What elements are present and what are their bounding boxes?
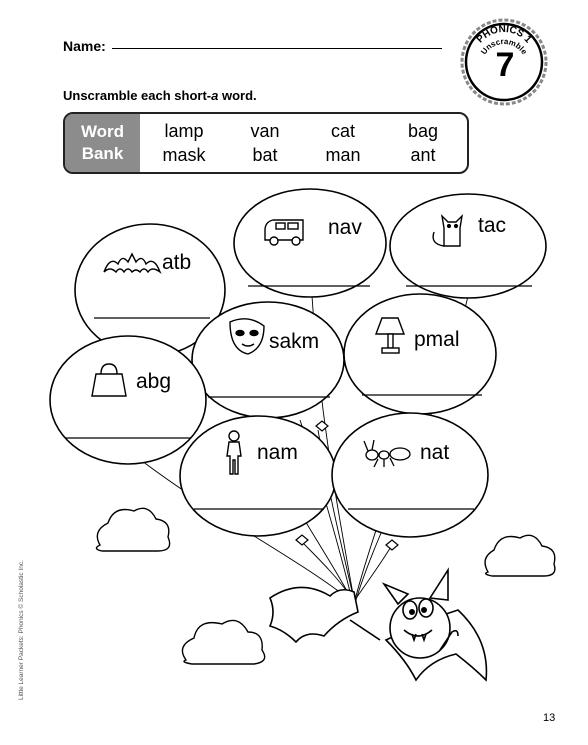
badge-title: PHONICS 1 <box>474 23 534 46</box>
scrambled-word: nat <box>420 441 450 464</box>
word-bank-word: man <box>325 145 361 165</box>
scrambled-word: abg <box>136 370 172 393</box>
name-label: Name: <box>63 38 106 54</box>
answer-line[interactable] <box>66 428 190 440</box>
word-bank-word: mask <box>162 145 206 165</box>
page-number: 13 <box>543 712 556 724</box>
scrambled-word: tac <box>478 214 507 237</box>
word-bank-word: bat <box>252 145 278 165</box>
answer-line[interactable] <box>208 387 330 399</box>
cloud-icon <box>182 620 264 664</box>
word-bank-title: Word Bank <box>65 114 140 172</box>
answer-line[interactable] <box>362 385 482 397</box>
balloon <box>50 336 206 464</box>
answer-line[interactable] <box>94 308 210 320</box>
word-bank-word: ant <box>410 145 436 165</box>
answer-line[interactable] <box>348 499 474 511</box>
word-bank-word: bag <box>407 121 439 141</box>
instructions: Unscramble each short-a word. <box>63 88 257 103</box>
copyright-credit: Little Learner Packets: Phonics © Scholastic Inc. <box>18 560 25 700</box>
word-bank-word: cat <box>330 121 355 141</box>
scrambled-word: nav <box>328 216 362 239</box>
cloud-icon <box>96 508 169 551</box>
answer-line[interactable] <box>194 499 324 511</box>
scrambled-word: nam <box>257 441 298 464</box>
cloud-icon <box>485 535 555 576</box>
answer-line[interactable] <box>406 276 532 288</box>
scrambled-word: atb <box>162 251 192 274</box>
bat-character-icon <box>270 570 486 680</box>
word-bank-word: lamp <box>164 121 204 141</box>
badge-subtitle: Unscramble <box>479 36 529 57</box>
balloon <box>192 302 344 418</box>
answer-line[interactable] <box>248 276 370 288</box>
word-bank-word: van <box>250 121 280 141</box>
balloon <box>332 413 488 537</box>
balloon <box>180 416 336 536</box>
badge-number: 7 <box>495 46 515 84</box>
scrambled-word: pmal <box>414 328 460 351</box>
scrambled-word: sakm <box>269 330 320 353</box>
